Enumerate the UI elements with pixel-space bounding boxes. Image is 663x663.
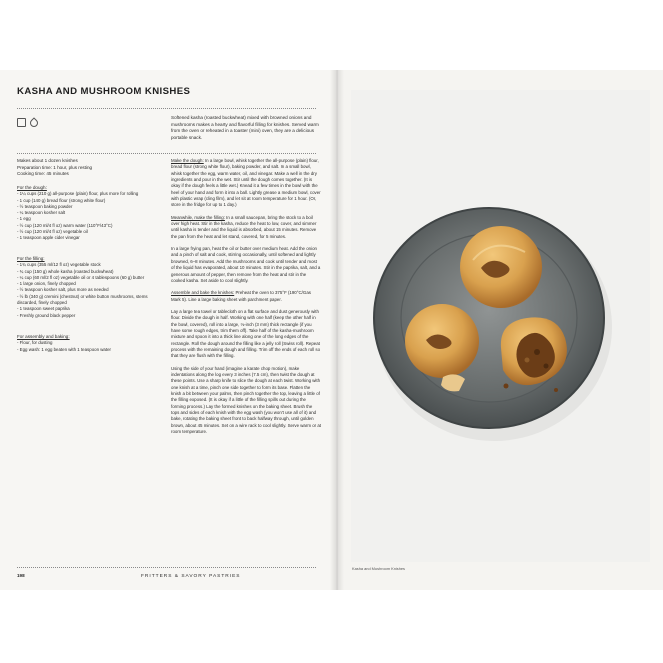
ingredient-item: - 1¾ cups (355 ml/12 fl oz) vegetable stock: [17, 262, 101, 268]
book-gutter: [330, 70, 344, 590]
step-text: In a large frying pan, heat the oil or butter over medium heat. Add the onion and a pinch of salt and cook, stirring occasionally, until softened and lightly browned, 6–8 minutes. Add the mushrooms and cook until tender and most of the liquid has evaporated, about 10 minutes. Stir in the paprika, salt, and a generous amount of pepper, then remove from the heat and stir in the cooked kasha. Set aside to cool slightly.: [171, 246, 321, 283]
footer-rule: [17, 567, 316, 568]
ingredient-item: - ¼ cup (60 ml/2 fl oz) vegetable oil or 4 tablespoons (60 g) butter: [17, 274, 145, 280]
ingredients-heading: For the filling:: [17, 256, 45, 261]
vegetarian-drop-icon: [28, 117, 39, 128]
recipe-title: KASHA AND MUSHROOM KNISHES: [17, 86, 191, 97]
step-text: In a large bowl, whisk together the all-purpose (plain) flour, bread flour (strong white flour), baking powder, and salt. In a small bowl, whisk together the egg, warm water, oil, and vinegar. Make a well in the dry ingredients and pour in the wet. Stir until the dough comes together. (It is okay if the dough feels a little wet.) Knead it a few times in the bowl with the heel of your hand and form it into a ball. Lightly grease a medium bowl, cover with plastic wrap (cling film), and let sit at room temperature for 1 hour. (Or, store in the fridge for up to 1 day.): [171, 158, 321, 208]
ingredient-item: - ¼ teaspoon kosher salt: [17, 210, 66, 216]
page-number: 198: [17, 573, 25, 578]
ingredient-item: - Egg wash: 1 egg beaten with 1 teaspoon water: [17, 346, 111, 352]
ingredients-assembly: [17, 334, 165, 353]
ingredient-item: - 1 teaspoon apple cider vinegar: [17, 235, 80, 241]
ingredient-item: - 1 egg: [17, 216, 31, 222]
ingredient-item: - ½ cup (120 ml/4 fl oz) warm water (110°F/43°C): [17, 222, 113, 228]
method-column: [171, 158, 321, 441]
step-lead: Meanwhile, make the filling:: [171, 214, 225, 220]
method-step: [171, 290, 321, 303]
recipe-intro: Softened kasha (roasted buckwheat) mixed with browned onions and mushrooms makes a hearty and flavorful filling for knishes. Served warm from the oven or reheated in a toaster (mini) oven, they are a delicious portable snack.: [171, 115, 319, 140]
method-step: [171, 215, 321, 240]
method-step: [171, 158, 321, 209]
knish-photo: [351, 90, 650, 562]
photo-caption: Kasha and Mushroom Knishes: [352, 566, 405, 571]
method-step: [171, 309, 321, 360]
ingredient-item: - 1¼ cups (210 g) all-purpose (plain) flour, plus more for rolling: [17, 191, 139, 197]
step-text: Lay a large tea towel or tablecloth on a flat surface and dust generously with flour. Divide the dough in half. Working with one half (keep the other half in the bowl, covered), roll into a large, ⅛-inch (3 mm) thick rectangle (if you have some rough edges, trim them off). Take half of the kasha-mushroom mixture and spoon it into a thick line along one of the long edges of the rectangle. Roll the dough around the filling like a jelly roll (Swiss roll). Repeat process with the remaining dough and filling. Trim off the ends of each roll so that they are flush with the filling.: [171, 308, 321, 359]
cup-icon: [17, 118, 26, 127]
ingredients-dough: [17, 185, 165, 242]
step-lead: Assemble and bake the knishes:: [171, 290, 235, 296]
ingredient-item: - ½ lb (340 g) cremini (chestnut) or white button mushrooms, stems discarded, finely chopped: [17, 293, 148, 306]
recipe-icons: [17, 118, 38, 127]
ingredient-item: - 1 cup (140 g) bread flour (strong white flour): [17, 197, 106, 203]
running-head: FRITTERS & SAVORY PASTRIES: [141, 574, 241, 579]
step-text: Using the side of your hand (imagine a karate chop motion), make indentations along the log every 3 inches (7.5 cm), then twist the dough at these points. Use a sharp knife to slice the dough at each twist. Working with one knish at a time, pinch one side together to form its base. Flatten the knish a bit between your palms, then pinch together the top, leaving a little of the filling exposed. (It is okay if a little of the filling spills out during the forming process.) Lay the formed knishes on the baking sheet. Brush the tops and sides of each knish with the egg wash (you won't use all of it) and bake, rotating the baking sheet front to back halfway through, until golden brown, about 45 minutes. Set on a wire rack to cool slightly. Serve warm or at room temperature.: [171, 365, 321, 435]
ingredient-item: - 1 large onion, finely chopped: [17, 281, 76, 287]
ingredient-item: - Flour, for dusting: [17, 340, 53, 346]
step-text: Preheat the oven to 375°F (190°C/Gas Mark 5). Line a large baking sheet with parchment paper.: [171, 290, 311, 302]
title-rule: [17, 108, 316, 109]
recipe-meta: [17, 158, 157, 178]
ingredient-item: - ½ cup (120 ml/4 fl oz) vegetable oil: [17, 229, 88, 235]
ingredient-item: - Freshly ground black pepper: [17, 312, 76, 318]
prep-time-text: Preparation time: 1 hour, plus resting: [17, 164, 93, 170]
method-step: [171, 246, 321, 284]
ingredients-filling: [17, 256, 165, 319]
ingredient-item: - ½ teaspoon baking powder: [17, 203, 73, 209]
intro-rule: [17, 153, 316, 154]
yield-text: Makes about 1 dozen knishes: [17, 158, 78, 163]
ingredients-heading: For the dough:: [17, 185, 47, 190]
ingredients-heading: For assembly and baking:: [17, 334, 70, 339]
method-step: [171, 366, 321, 436]
cook-time-text: Cooking time: 45 minutes: [17, 171, 69, 177]
ingredient-item: - 1 teaspoon sweet paprika: [17, 306, 70, 312]
ingredient-item: - ¾ cup (150 g) whole kasha (roasted buckwheat): [17, 268, 114, 274]
knish-photo-illustration: [351, 90, 650, 562]
ingredient-item: - ½ teaspoon kosher salt, plus more as needed: [17, 287, 109, 293]
step-lead: Make the dough:: [171, 158, 204, 163]
step-text: In a small saucepan, bring the stock to a boil over high heat. Stir in the kasha, reduce the heat to low, cover, and simmer until kasha is tender and the liquid is absorbed, about 15 minutes. Remove the pan from the heat and let stand, covered, for 5 minutes.: [171, 214, 317, 239]
